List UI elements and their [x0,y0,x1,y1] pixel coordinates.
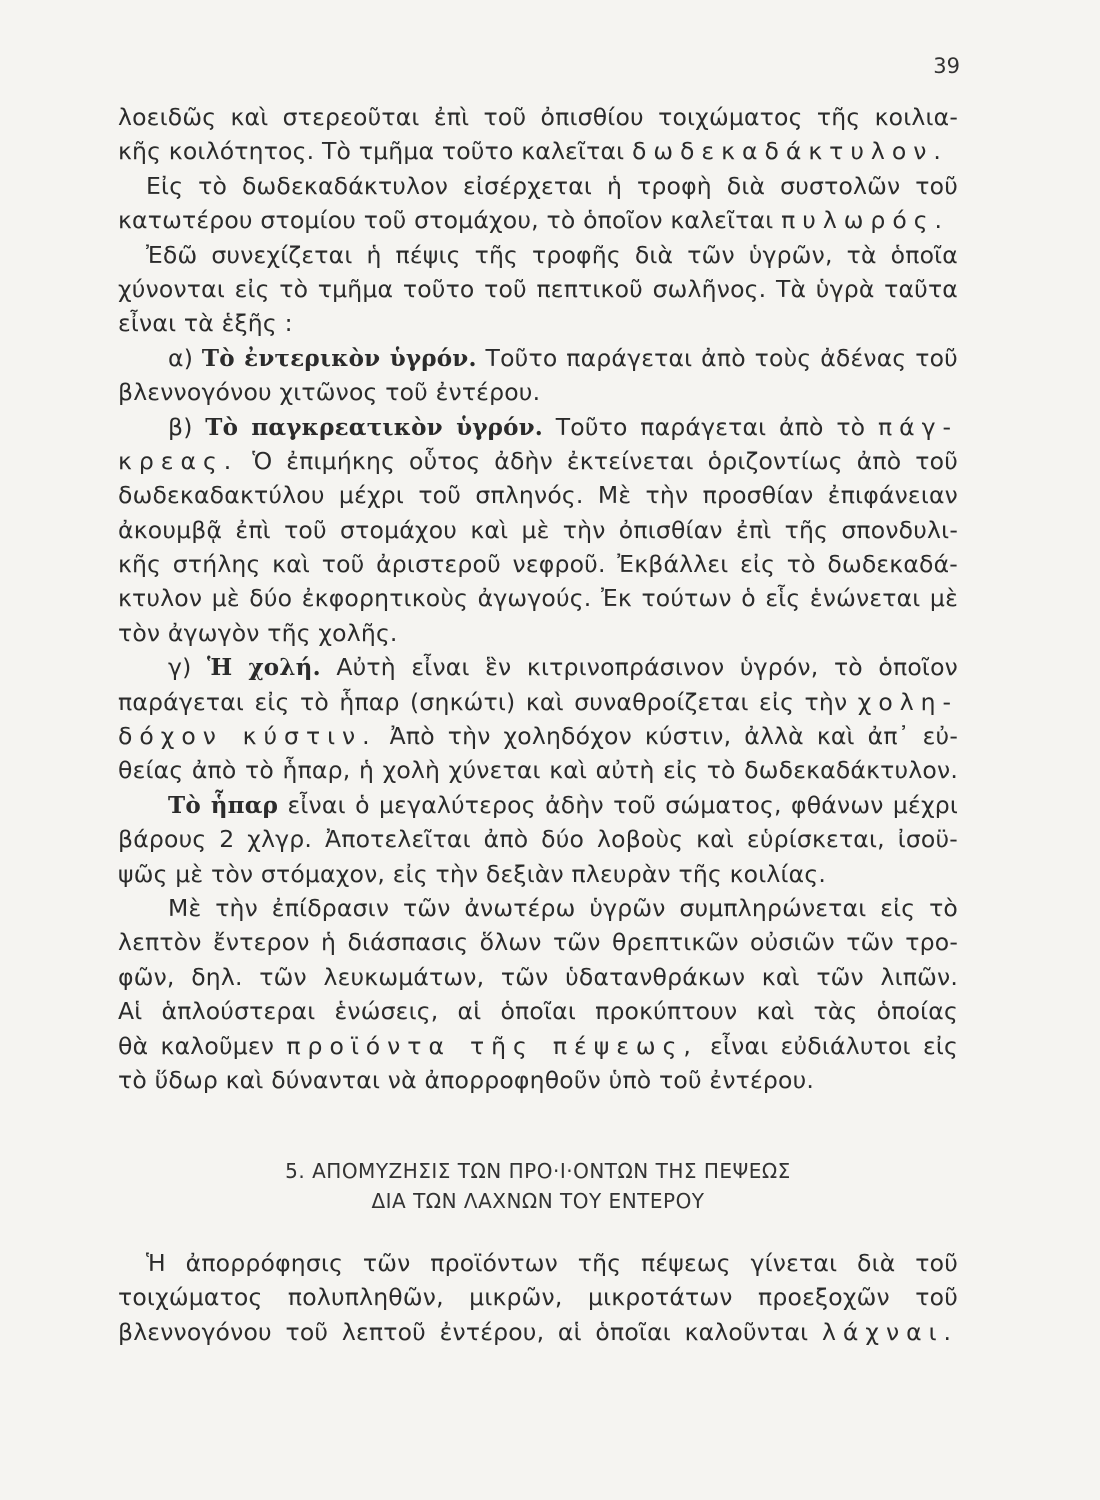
text-line [118,685,958,719]
text-segment: τὸ ὕδωρ καὶ δύνανται νὰ ἀπορροφηθοῦν ὑπὸ τοῦ ἐντέρου. [118,1065,815,1094]
text-segment: ψῶς μὲ τὸν στόμαχον, εἰς τὴν δεξιὰν πλευρὰν τῆς κοιλίας. [118,859,827,888]
text-segment: βλεννογόνου χιτῶνος τοῦ ἐντέρου. [118,378,541,407]
page-number: 39 [933,54,960,78]
text-segment: κατωτέρου στομίου τοῦ στομάχου, τὸ ὁποῖον καλεῖται [118,206,782,235]
text-segment: λεπτὸν ἔντερον ἡ διάσπασις ὅλων τῶν θρεπτικῶν οὐσιῶν τῶν τρο- [118,928,958,957]
bold-term: Τὸ ἐντερικὸν ὑγρόν. [201,344,477,372]
text-line [118,616,958,650]
text-segment: τὸν ἀγωγὸν τῆς χολῆς. [118,618,398,647]
text-line [118,134,958,168]
text-line [118,1029,958,1063]
text-line [118,513,958,547]
spaced-term: δωδεκαδάκτυλον. [631,137,948,166]
spaced-term: δόχον κύστιν. [118,722,377,751]
text-segment: Εἰς τὸ δωδεκαδάκτυλον εἰσέρχεται ἡ τροφὴ διὰ συστολῶν τοῦ [146,171,958,200]
bold-term: Τὸ ἧπαρ [168,791,279,819]
text-line [118,1246,958,1280]
text-line [118,410,958,444]
text-segment: εἶναι τὰ ἑξῆς : [118,309,293,338]
text-line [118,891,958,925]
section-heading-line-1: 5. ΑΠΟΜΥΖΗΣΙΣ ΤΩΝ ΠΡΟ·Ι·ΟΝΤΩΝ ΤΗΣ ΠΕΨΕΩΣ [285,1159,791,1183]
text-segment: παράγεται εἰς τὸ ἧπαρ (σηκώτι) καὶ συναθροίζεται εἰς τὴν [118,687,858,716]
text-line [118,822,958,856]
text-line [118,1315,958,1349]
text-line [118,478,958,512]
text-segment: Αὐτὴ εἶναι ἓν κιτρινοπράσινον ὑγρόν, τὸ ὁποῖον [320,653,958,682]
section-text [118,1246,958,1349]
text-segment: Ἡ ἀπορρόφησις τῶν προϊόντων τῆς πέψεως γίνεται διὰ τοῦ [146,1249,958,1277]
text-segment: γ) [168,653,208,682]
text-segment: Ἐδῶ συνεχίζεται ἡ πέψις τῆς τροφῆς διὰ τῶν ὑγρῶν, τὰ ὁποῖα [146,240,958,269]
body-text [118,100,958,1097]
spaced-term: πάγ- [877,412,958,441]
text-line [118,341,958,375]
text-segment: φῶν, δηλ. τῶν λευκωμάτων, τῶν ὑδατανθράκων καὶ τῶν λιπῶν. [118,962,958,991]
text-line [118,960,958,994]
text-segment: κῆς κοιλότητος. Τὸ τμῆμα τοῦτο καλεῖται [118,137,632,166]
text-segment: εἶναι εὐδιάλυτοι εἰς [697,1031,959,1060]
text-line [118,306,958,340]
spaced-term: χολη- [857,687,958,716]
text-segment: Ὁ ἐπιμήκης οὗτος ἀδὴν ἐκτείνεται ὁριζοντίως ἀπὸ τοῦ [238,446,958,475]
text-segment: α) [168,343,202,372]
text-segment: ἀκουμβᾷ ἐπὶ τοῦ στομάχου καὶ μὲ τὴν ὀπισθίαν ἐπὶ τῆς σπονδυλι- [118,515,958,544]
text-segment: κτυλον μὲ δύο ἐκφορητικοὺς ἀγωγούς. Ἐκ τούτων ὁ εἷς ἑνώνεται μὲ [118,584,958,613]
text-segment: βλεννογόνου τοῦ λεπτοῦ ἐντέρου, αἱ ὁποῖαι καλοῦνται [118,1317,822,1346]
text-segment: β) [168,412,206,441]
text-segment: Τοῦτο παράγεται ἀπὸ τοὺς ἀδένας τοῦ [476,343,958,372]
spaced-term: πυλωρός. [781,206,949,235]
bold-term: Τὸ παγκρεατικὸν ὑγρόν. [205,413,544,441]
text-segment: βάρους 2 χλγρ. Ἀποτελεῖται ἀπὸ δύο λοβοὺς καὶ εὑρίσκεται, ἰσοϋ- [118,825,958,854]
text-segment: χύνονται εἰς τὸ τμῆμα τοῦτο τοῦ πεπτικοῦ σωλῆνος. Τὰ ὑγρὰ ταῦτα [118,274,958,303]
text-segment: λοειδῶς καὶ στερεοῦται ἐπὶ τοῦ ὀπισθίου τοιχώματος τῆς κοιλια- [118,103,958,131]
text-line [118,100,958,134]
text-line [118,547,958,581]
text-line [118,375,958,409]
text-line [118,1280,958,1314]
text-line [118,719,958,753]
text-line [118,581,958,615]
text-line [118,272,958,306]
text-line [118,444,958,478]
spaced-term: κρεας. [118,446,239,475]
bold-term: Ἡ χολή. [207,654,321,682]
text-line [118,203,958,237]
text-line [118,238,958,272]
text-line [118,650,958,684]
spaced-term: λάχναι. [821,1317,958,1346]
text-line [118,857,958,891]
text-line [118,788,958,822]
text-segment: Μὲ τὴν ἐπίδρασιν τῶν ἀνωτέρω ὑγρῶν συμπληρώνεται εἰς τὸ [168,893,958,922]
text-segment: θὰ καλοῦμεν [118,1031,287,1060]
text-segment: Ἀπὸ τὴν χοληδόχον κύστιν, ἀλλὰ καὶ ἀπ᾿ εὐ- [376,722,959,751]
text-line [118,753,958,787]
text-segment: εἶναι ὁ μεγαλύτερος ἀδὴν τοῦ σώματος, φθάνων μέχρι [278,790,958,819]
text-segment: δωδεκαδακτύλου μέχρι τοῦ σπληνός. Μὲ τὴν προσθίαν ἐπιφάνειαν [118,481,958,510]
text-segment: Τοῦτο παράγεται ἀπὸ τὸ [543,412,878,441]
text-segment: Αἱ ἁπλούστεραι ἑνώσεις, αἱ ὁποῖαι προκύπτουν καὶ τὰς ὁποίας [118,997,958,1026]
text-line [118,925,958,959]
section-heading [118,1156,958,1216]
section-heading-line-2: ΔΙΑ ΤΩΝ ΛΑΧΝΩΝ ΤΟΥ ΕΝΤΕΡΟΥ [371,1189,705,1213]
text-line [118,994,958,1028]
text-segment: κῆς στήλης καὶ τοῦ ἀριστεροῦ νεφροῦ. Ἐκβάλλει εἰς τὸ δωδεκαδά- [118,550,958,579]
text-line [118,1063,958,1097]
spaced-term: προϊόντα τῆς πέψεως, [286,1031,698,1060]
text-segment: τοιχώματος πολυπληθῶν, μικρῶν, μικροτάτων προεξοχῶν τοῦ [118,1283,958,1312]
text-line [118,169,958,203]
text-segment: θείας ἀπὸ τὸ ἧπαρ, ἡ χολὴ χύνεται καὶ αὐτὴ εἰς τὸ δωδεκαδάκτυλον. [118,756,958,785]
